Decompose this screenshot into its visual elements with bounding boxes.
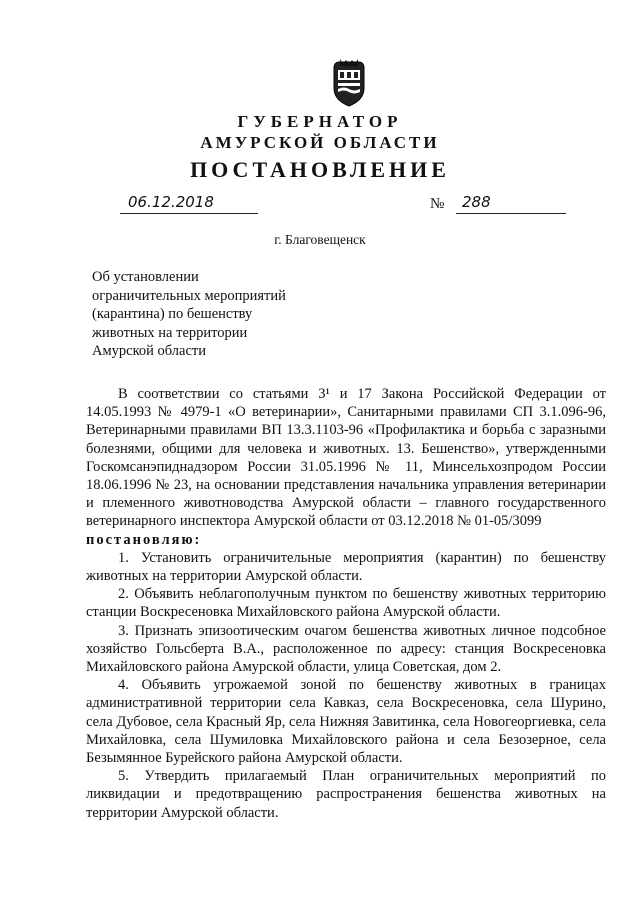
subject-line: Амурской области: [92, 343, 206, 359]
subject-line: Об установлении: [92, 269, 199, 285]
document-date: 06.12.2018: [120, 193, 258, 214]
document-number: 288: [456, 193, 566, 214]
preamble-paragraph: В соответствии со статьями 3¹ и 17 Закона Российской Федерации от 14.05.1993 № 4979-1 «О ветеринарии», Санитарными правилами СП 3.1.096-96, Ветеринарными правилами ВП 13.3.1103-96 «Профилактика и борьба с заразными болезнями, общими для человека и животных. 13. Бешенство», утвержденными Госкомсанэпиднадзором России 31.05.1996 № 11, Минсельхозпродом России 18.06.1996 № 23, на основании представления начальника управления ветеринарии и племенного животноводства Амурской области – главного государственного ветеринарного инспектора Амурской области от 03.12.2018 № 01-05/3099: [86, 386, 606, 530]
subject-line: (карантина) по бешенству: [92, 306, 253, 322]
coat-of-arms-icon: [328, 58, 370, 108]
document-body: [86, 385, 606, 822]
governor-title: ГУБЕРНАТОР: [237, 112, 403, 131]
resolution-item: 1. Установить ограничительные мероприятия (карантин) по бешенству животных на территории Амурской области.: [86, 549, 606, 585]
document-subject: [92, 268, 286, 361]
resolve-heading: постановляю:: [86, 531, 202, 548]
resolution-item: 4. Объявить угрожаемой зоной по бешенству животных в границах административной территории села Кавказ, села Воскресеновка, села Шурино, села Дубовое, села Красный Яр, села Нижняя Завитинка, села Новогеоргиевка, села Михайловка, села Шумиловка Михайловского района и села Безозерное, села Безымянное Бурейского района Амурской области.: [86, 677, 606, 767]
subject-line: животных на территории: [92, 324, 248, 341]
city-label: г. Благовещенск: [274, 232, 366, 247]
resolution-item: 3. Признать эпизоотическим очагом бешенства животных личное подсобное хозяйство Гольсберта В.А., расположенное по адресу: станция Воскресеновка Михайловского района Амурской области, улица Советская, дом 2.: [86, 622, 606, 676]
subject-line: ограничительных мероприятий: [92, 287, 286, 304]
region-title: АМУРСКОЙ ОБЛАСТИ: [200, 133, 440, 152]
resolution-item: 5. Утвердить прилагаемый План ограничительных мероприятий по ликвидации и предотвращению распространения бешенства животных на территории Амурской области.: [86, 768, 606, 821]
resolution-item: 2. Объявить неблагополучным пунктом по бешенству животных территорию станции Воскресеновка Михайловского района Амурской области.: [86, 586, 606, 621]
document-type-title: ПОСТАНОВЛЕНИЕ: [190, 157, 450, 182]
number-label: №: [430, 196, 445, 212]
